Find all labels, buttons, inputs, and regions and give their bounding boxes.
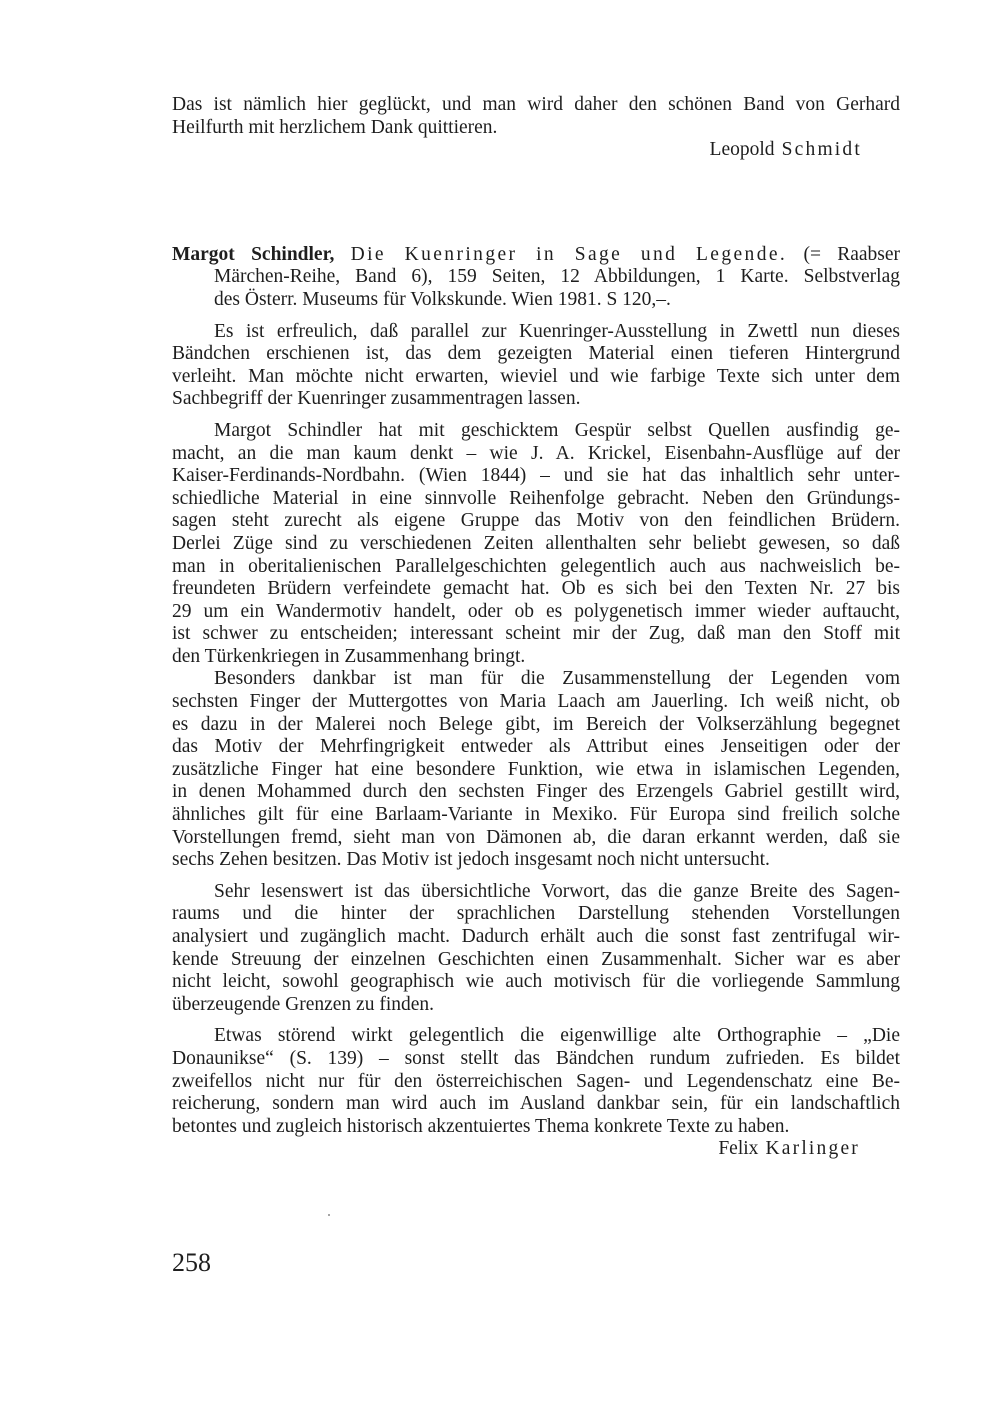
citation-line-3: des Österr. Museums für Volkskunde. Wien 1981. S 120,–. [214,288,671,310]
review-paragraph-2 [172,420,900,669]
text-line: Das ist nämlich hier geglückt, und man wird daher den schönen Band von Gerhard [172,94,900,115]
text-line: Heilfurth mit herzlichem Dank quittieren. [172,116,498,138]
text-line: betontes und zugleich historisch akzentuiertes Thema konkrete Texte zu haben. [172,1115,790,1137]
text-line: Margot Schindler hat mit geschicktem Gespür selbst Quellen ausfindig ge- [214,419,900,441]
text-line: in denen Mohammed durch den sechsten Finger des Erzengels Gabriel gestillt wird, [172,781,900,803]
previous-review-end [172,94,900,162]
text-line: das Motiv der Mehrfingrigkeit entweder als Attribut eines Jenseitigen oder der [172,736,900,758]
text-line: Sehr lesenswert ist das übersichtliche Vorwort, das die ganze Breite des Sagen- [214,880,900,902]
text-line: 29 um ein Wandermotiv handelt, oder ob es polygenetisch immer wieder auftaucht, [172,600,900,622]
citation-title: Die Kuenringer in Sage und Legende. [350,243,788,265]
text-line: man in oberitalienischen Parallelgeschichten gelegentlich auch aus nachweislich be- [172,555,900,577]
text-line: sagen steht zurecht als eigene Gruppe das Motiv von den feindlichen Brüdern. [172,510,900,532]
citation-series: (= Raabser [803,243,901,265]
reviewer-signature [172,1138,900,1161]
text-line: zweifellos nicht nur für den österreichischen Sagen- und Legendenschatz eine Be- [172,1070,900,1092]
text-line: macht, an die man kaum denkt – wie J. A. Krickel, Eisenbahn-Ausflüge auf der [172,442,900,464]
text-line: Besonders dankbar ist man für die Zusammenstellung der Legenden vom [214,668,900,690]
text-line: sechsten Finger der Muttergottes von Maria Laach am Jauerling. Ich weiß nicht, ob [172,691,900,713]
text-line: Sachbegriff der Kuenringer zusammentragen lassen. [172,388,581,410]
text-line: ist schwer zu entscheiden; interessant scheint mir der Zug, daß man den Stoff mit [172,623,900,645]
citation-line-2: Märchen-Reihe, Band 6), 159 Seiten, 12 Abbildungen, 1 Karte. Selbstverlag [214,266,900,288]
reviewer-signature [172,139,900,162]
text-line: verleiht. Man möchte nicht erwarten, wieviel und wie farbige Texte sich unter dem [172,365,900,387]
text-line: den Türkenkriegen in Zusammenhang bringt. [172,645,526,667]
text-line: sechs Zehen besitzen. Das Motiv ist jedoch insgesamt noch nicht untersucht. [172,849,770,871]
text-line: schiedliche Material in eine sinnvolle Reihenfolge gebracht. Neben den Gründungs- [172,487,900,509]
text-line: es dazu in der Malerei noch Belege gibt, im Bereich der Volkserzählung begegnet [172,713,900,735]
text-line: Es ist erfreulich, daß parallel zur Kuenringer-Ausstellung in Zwettl nun dieses [214,320,900,342]
text-line: ähnliches gilt für eine Barlaam-Variante in Mexiko. Für Europa sind freilich solche [172,804,900,826]
page-body [172,94,900,1161]
text-line: Derlei Züge sind zu verschiedenen Zeiten allenthalten sehr beliebt gewesen, so daß [172,532,900,554]
text-line: überzeugende Grenzen zu finden. [172,993,435,1015]
reviewer-last-name: Schmidt [781,139,862,161]
text-line: kende Streuung der einzelnen Geschichten einen Zusammenhalt. Sicher war es aber [172,948,900,970]
citation-line-1 [172,244,900,267]
text-line: freundeten Brüdern verfeindete gemacht hat. Ob es sich bei den Texten Nr. 27 bis [172,578,900,600]
text-line: Donaunikse“ (S. 139) – sonst stellt das Bändchen rundum zufrieden. Es bildet [172,1047,900,1069]
citation-author: Margot Schindler, [172,243,335,265]
text-line: reicherung, sondern man wird auch im Ausland dankbar sein, für ein landschaftlich [172,1093,900,1115]
text-line: raums und die hinter der sprachlichen Darstellung stehenden Vorstellungen [172,903,900,925]
text-line: Vorstellungen fremd, sieht man von Dämonen ab, die daran erkannt werden, daß sie [172,826,900,848]
reviewer-last-name: Karlinger [765,1138,860,1160]
text-line: zusätzliche Finger hat eine besondere Funktion, wie etwa in islamischen Legenden, [172,758,900,780]
scan-speck [328,1214,330,1216]
review-paragraph-3 [172,668,900,871]
text-line: Etwas störend wirkt gelegentlich die eigenwillige alte Orthographie – „Die [214,1025,900,1047]
reviewer-first-name: Leopold [709,139,775,161]
review-paragraph-4 [172,881,900,1017]
review-paragraph-5 [172,1025,900,1138]
page-number: 258 [172,1248,211,1277]
text-line: nicht leicht, sowohl geographisch wie auch motivisch für die vorliegende Sammlung [172,971,900,993]
review-paragraph-1 [172,321,900,411]
text-line: Bändchen erschienen ist, das dem gezeigten Material einen tieferen Hintergrund [172,343,900,365]
review-citation [172,244,900,312]
text-line: Kaiser-Ferdinands-Nordbahn. (Wien 1844) – und sie hat das inhaltlich sehr unter- [172,465,900,487]
text-line: analysiert und zugänglich macht. Dadurch erhält auch die sonst fast zentrifugal wir- [172,926,900,947]
reviewer-first-name: Felix [718,1138,759,1160]
